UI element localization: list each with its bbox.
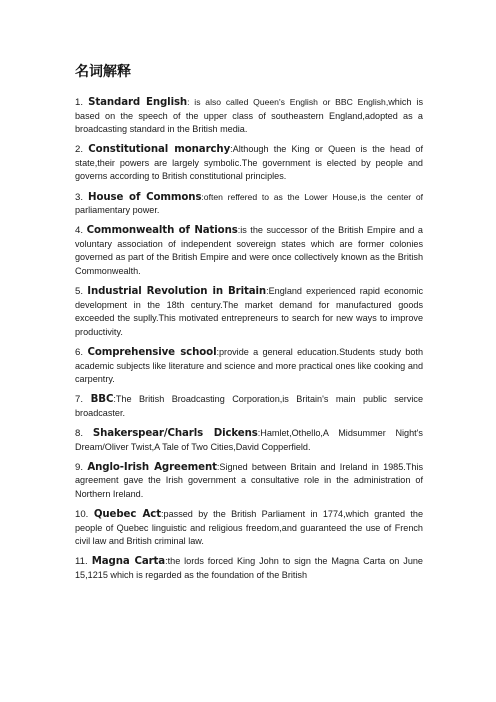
entry-number: 1. — [75, 97, 89, 108]
entry-standard-english — [75, 96, 423, 137]
entry-bbc — [75, 393, 423, 420]
entry-industrial-revolution — [75, 285, 423, 339]
entry-comprehensive-school — [75, 346, 423, 387]
entry-anglo-irish-agreement — [75, 461, 423, 502]
entry-definition: which is based on the speech of the upper class of southeastern England,adopted as a broadcasting standard in the British media. — [75, 97, 423, 135]
entry-definition: Dream/Oliver Twist,A Tale of Two Cities,David Copperfield. — [75, 441, 311, 452]
entry-definition: development in the 18th century.The market demand for manufactured goods exceeded the suplly.This motivated entrepreneurs to search for new ways to improve productivity. — [75, 299, 423, 337]
entry-term: Industrial Revolution in Britain — [87, 286, 267, 298]
entry-number: 6. — [75, 347, 88, 358]
entry-definition: state,their powers are largely symbolic.The government is elected by people and governs according to British constitutional principles. — [75, 157, 423, 182]
entry-definition: June 15,1215 which is regarded as the foundation of the British — [75, 556, 423, 580]
entry-magna-carta — [75, 555, 423, 582]
document-page — [75, 62, 423, 589]
entry-term: Shakerspear/Charls Dickens — [92, 427, 258, 439]
entry-number: 7. — [75, 394, 91, 406]
entry-definition-lead: :passed by the British Parliament in 1774,which granted the — [161, 508, 423, 519]
entry-definition-lead: :the lords forced King John to sign the Magna Carta on — [165, 556, 404, 567]
entry-definition-lead: :Signed between Britain and Ireland in — [216, 461, 384, 472]
entry-constitutional-monarchy — [75, 143, 423, 184]
entry-definition: academic subjects like literature and science and more practical ones like cooking and carpentry. — [75, 360, 423, 385]
entry-number: 4. — [75, 225, 87, 237]
entry-definition: 1985.This agreement gave the Irish government a consultative role in the administration of Northern Ireland. — [75, 461, 423, 499]
entry-commonwealth-of-nations — [75, 224, 423, 278]
entry-term: Standard English — [88, 97, 188, 108]
entry-number: 10. — [75, 508, 94, 520]
entry-number: 8. — [75, 427, 93, 439]
entry-term: Magna Carta — [91, 556, 166, 568]
entry-definition: broadcaster. — [75, 407, 126, 418]
entry-definition-lead: :Hamlet,Othello,A Midsummer Night's — [257, 427, 423, 438]
entry-definition-lead: :is the successor of the British Empire and a — [237, 225, 423, 236]
entry-term: Comprehensive school — [87, 347, 217, 358]
entry-term: Anglo-Irish Agreement — [87, 461, 217, 473]
entry-term: Constitutional monarchy — [88, 144, 231, 156]
entry-number: 3. — [75, 191, 89, 203]
entry-term: BBC — [90, 394, 114, 406]
entry-term: Quebec Act — [93, 508, 162, 520]
entry-number: 11. — [75, 556, 92, 568]
entry-number: 5. — [75, 286, 88, 298]
entry-term: House of Commons — [88, 191, 202, 203]
entry-term: Commonwealth of Nations — [86, 225, 238, 237]
entry-definition: people of Quebec linguistic and religious freedom,and guaranteed the use of French civil law and British criminal law. — [75, 522, 423, 547]
entry-definition: parliamentary power. — [75, 205, 160, 216]
entry-definition-lead: :Although the King or Queen is the head of — [230, 144, 423, 155]
entry-house-of-commons — [75, 191, 423, 218]
entry-quebec-act — [75, 508, 423, 549]
entry-definition: voluntary association of independent sovereign states which are former colonies governed as part of the British Empire and were once collectively known as the British Commonwealth. — [75, 238, 423, 277]
entry-definition-lead: : is also called Queen's English or BBC English, — [187, 97, 389, 107]
entry-shakespeare-dickens — [75, 427, 423, 454]
entry-definition-lead: :England experienced rapid economic — [266, 286, 423, 297]
page-title: 名词解释 — [75, 64, 131, 80]
entry-definition-lead: :provide a general education.Students study both — [216, 347, 424, 357]
entry-definition-lead: :often reffered to as the Lower House,is the center of — [201, 191, 423, 202]
entry-definition-lead: :The British Broadcasting Corporation,is Britain's main public service — [113, 394, 424, 405]
entry-number: 2. — [75, 144, 89, 156]
entry-number: 9. — [75, 461, 88, 473]
